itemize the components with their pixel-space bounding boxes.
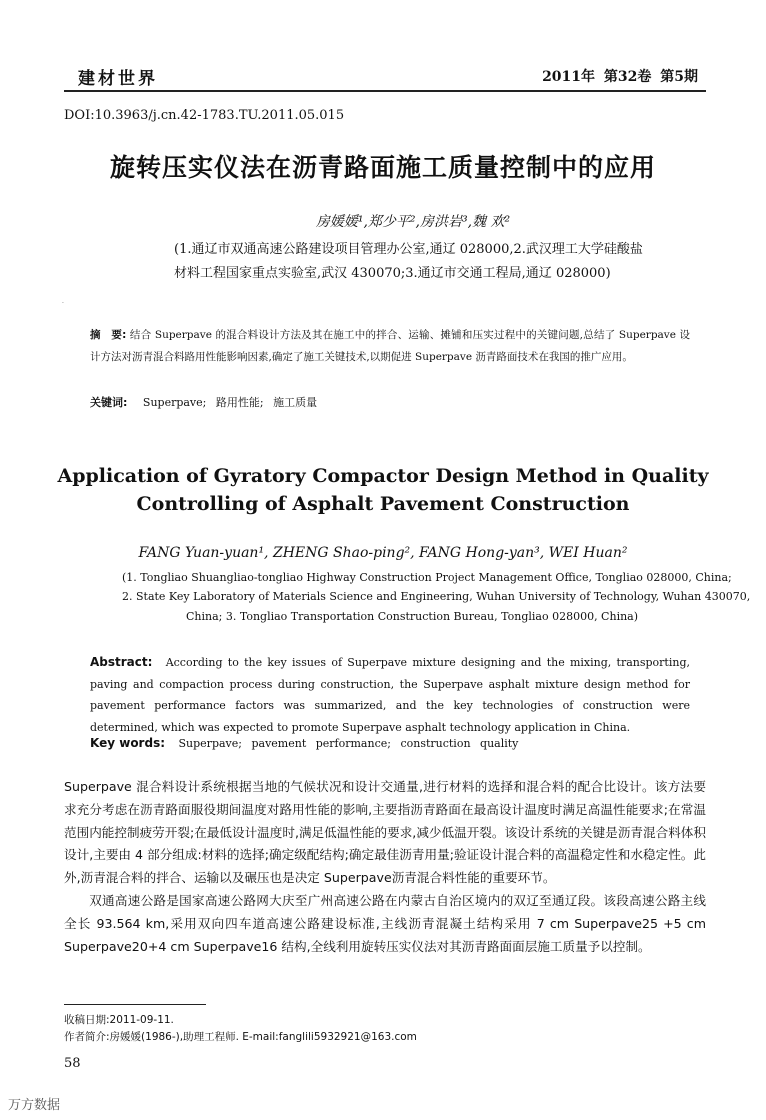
keywords-chinese — [90, 394, 317, 410]
authors-english: FANG Yuan-yuan¹, ZHENG Shao-ping², FANG Hong-yan³, WEI Huan² — [138, 545, 628, 561]
page-number: 58 — [64, 1056, 81, 1071]
affiliation-english-line-3: China; 3. Tongliao Transportation Construction Bureau, Tongliao 028000, China) — [186, 610, 639, 623]
keywords-english-label: Key words: — [90, 736, 166, 750]
abstract-chinese — [90, 324, 690, 368]
abstract-english-text: According to the key issues of Superpave mixture designing and the mixing, transporting, paving and compaction process during construction, the Superpave asphalt mixture design method for pavement performance factors was summarized, and the key technologies of construction were determined, which was expected to promote Superpave asphalt technology application in China. — [90, 656, 690, 734]
keywords-english-text: Superpave; pavement performance; construction quality — [178, 737, 519, 750]
doi: DOI:10.3963/j.cn.42-1783.TU.2011.05.015 — [64, 108, 345, 123]
header-rule — [64, 90, 706, 92]
affiliation-english-line-2: 2. State Key Laboratory of Materials Science and Engineering, Wuhan University of Technology, Wuhan 430070, — [122, 590, 751, 603]
footnote-received-date: 收稿日期:2011-09-11. — [64, 1014, 174, 1026]
abstract-chinese-text: 结合 Superpave 的混合料设计方法及其在施工中的拌合、运输、摊铺和压实过程中的关键问题,总结了 Superpave 设计方法对沥青混合料路用性能影响因素,确定了施工关键技术,以期促进 Superpave 沥青路面技术在我国的推广应用。 — [90, 329, 691, 363]
title-english: Application of Gyratory Compactor Design Method in Quality Controlling of Asphalt Pavement Construction — [57, 465, 709, 515]
footnote-author-bio: 作者简介:房媛媛(1986-),助理工程师. E-mail:fanglili5932921@163.com — [64, 1031, 417, 1043]
keywords-english — [90, 736, 518, 750]
journal-name: 建材世界 — [78, 69, 158, 89]
abstract-english — [90, 652, 690, 738]
keywords-chinese-label: 关键词: — [90, 396, 128, 409]
abstract-english-label: Abstract: — [90, 655, 153, 669]
footnote-rule — [64, 1004, 206, 1005]
affiliation-chinese-line-1: (1.通辽市双通高速公路建设项目管理办公室,通辽 028000,2.武汉理工大学硅酸盐 — [174, 242, 643, 257]
issue-info: 2011年 第32卷 第5期 — [542, 69, 698, 85]
affiliation-chinese-line-2: 材料工程国家重点实验室,武汉 430070;3.通辽市交通工程局,通辽 028000) — [174, 266, 611, 281]
dot-mark: · — [62, 300, 64, 307]
body-paragraph-2: 双通高速公路是国家高速公路网大庆至广州高速公路在内蒙古自治区境内的双辽至通辽段。该段高速公路主线全长 93.564 km,采用双向四车道高速公路建设标准,主线沥青混凝土结构采用 7 cm Superpave25 +5 cm Superpave20+4 cm Superpave16 结构,全线利用旋转压实仪法对其沥青路面面层施工质量予以控制。 — [64, 892, 706, 954]
title-chinese: 旋转压实仪法在沥青路面施工质量控制中的应用 — [109, 153, 656, 182]
body-paragraph-1: Superpave 混合料设计系统根据当地的气候状况和设计交通量,进行材料的选择和混合料的配合比设计。该方法要求充分考虑在沥青路面服役期间温度对路用性能的影响,主要指沥青路面在最高设计温度时满足高温性能要求;在常温范围内能控制疲劳开裂;在最低设计温度时,满足低温性能的要求,减少低温开裂。该设计系统的关键是沥青混合料体积设计,主要由 4 部分组成:材料的选择;确定级配结构;确定最佳沥青用量;验证设计混合料的高温稳定性和水稳定性。此外,沥青混合料的拌合、运输以及碾压也是决定 Superpave沥青混合料性能的重要环节。 — [64, 779, 706, 886]
abstract-chinese-label: 摘 要: — [90, 329, 127, 341]
watermark: 万方数据 — [8, 1098, 61, 1113]
authors-chinese: 房媛媛¹,郑少平²,房洪岩³,魏 欢² — [315, 214, 511, 230]
keywords-chinese-text: Superpave; 路用性能; 施工质量 — [142, 396, 318, 409]
body-text — [64, 776, 706, 958]
affiliation-english-line-1: (1. Tongliao Shuangliao-tongliao Highway Construction Project Management Office, Tongliao 028000, China; — [122, 571, 732, 584]
